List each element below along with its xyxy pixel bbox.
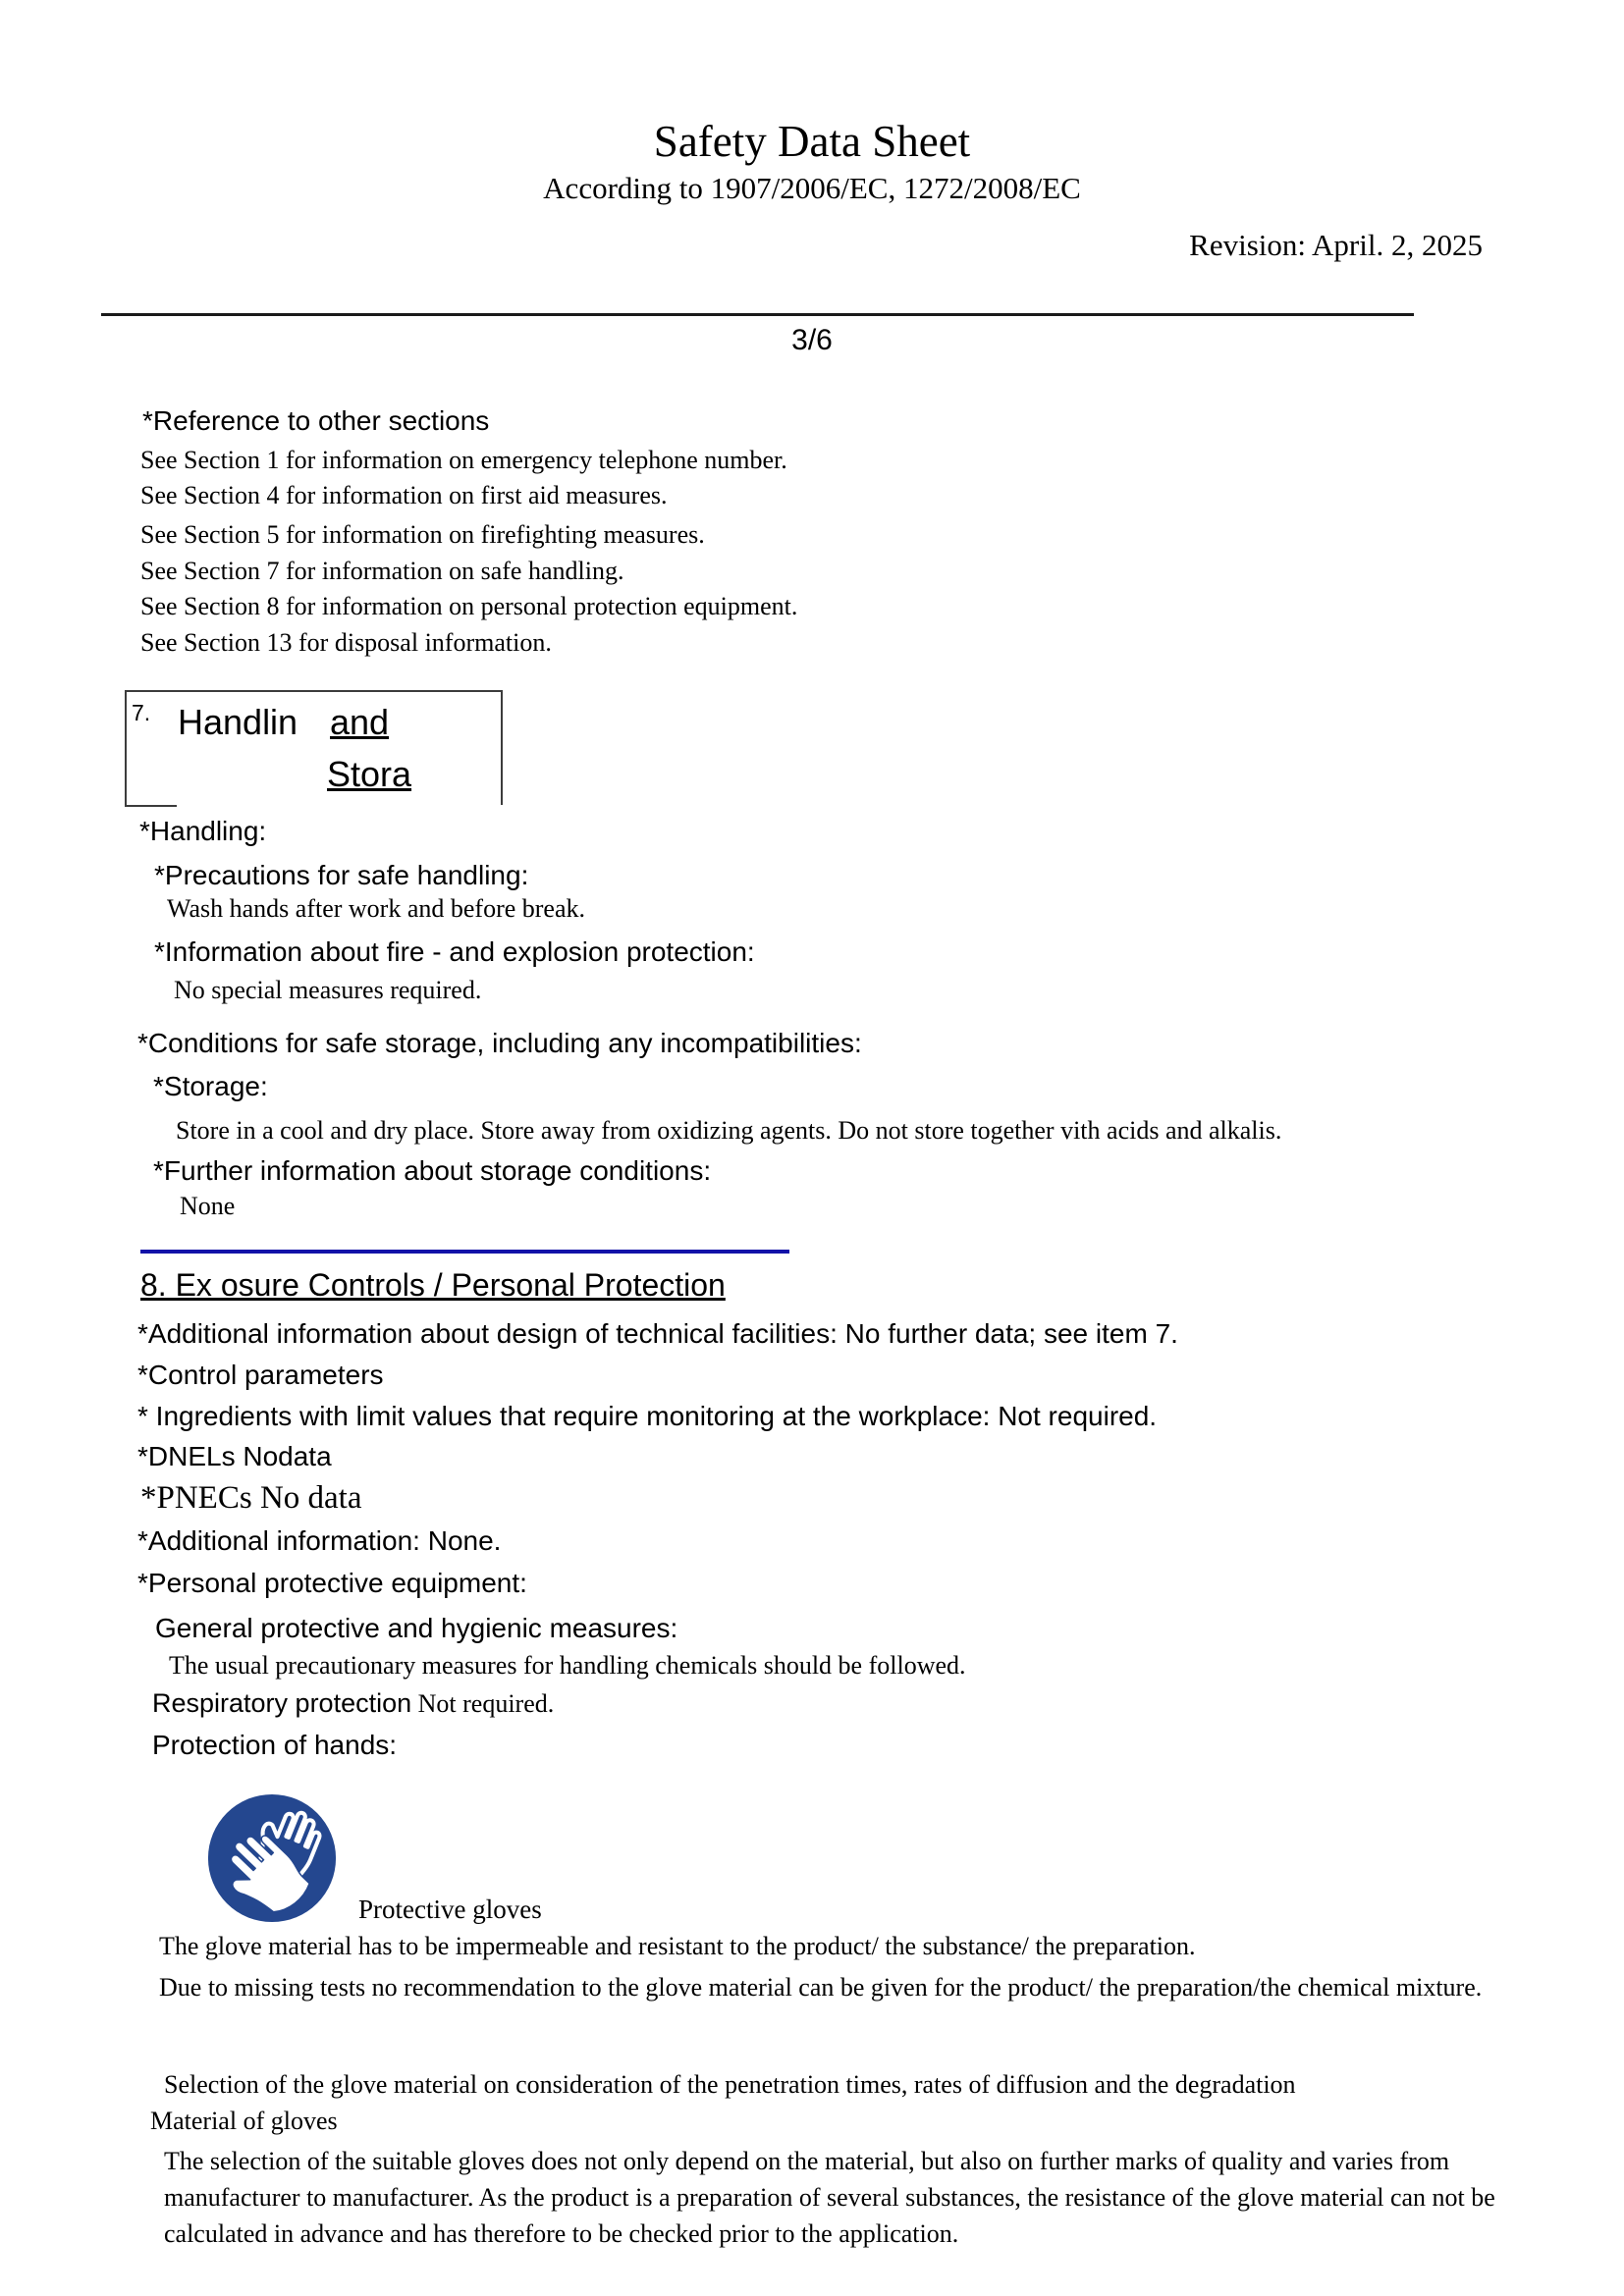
section7-title-box [125, 690, 503, 805]
additional-facilities-text: *Additional information about design of technical facilities: No further data; see item 7. [137, 1318, 1178, 1349]
page-subtitle: According to 1907/2006/EC, 1272/2008/EC [543, 171, 1081, 205]
respiratory-line [152, 1688, 554, 1719]
section7-title-handling: Handlin [178, 702, 298, 742]
general-protective-text: The usual precautionary measures for handling chemicals should be followed. [169, 1651, 966, 1680]
protective-gloves-icon [204, 1790, 340, 1926]
control-parameters-heading: *Control parameters [137, 1360, 384, 1390]
section7-title-storage: Stora [327, 754, 412, 794]
reference-line: See Section 4 for information on first aid measures. [140, 481, 668, 509]
precautions-text: Wash hands after work and before break. [167, 894, 586, 923]
pnecs-text: *PNECs No data [140, 1480, 362, 1516]
glove-material-text: The glove material has to be impermeable and resistant to the product/ the substance/ the preparation. [159, 1932, 1196, 1960]
glove-missing-tests-text: Due to missing tests no recommendation to the glove material can be given for the product/ the preparation/the chemical mixture. [159, 1973, 1483, 2002]
box-bottom-segment [125, 805, 177, 807]
glove-selection-text: Selection of the glove material on consideration of the penetration times, rates of diffusion and the degradation [164, 2070, 1296, 2099]
glove-icon-caption: Protective gloves [358, 1895, 542, 1924]
reference-heading: *Reference to other sections [142, 405, 490, 436]
page-title: Safety Data Sheet [653, 117, 971, 166]
section7-title-and: and [330, 702, 390, 742]
respiratory-value: Not required. [411, 1689, 555, 1718]
general-protective-heading: General protective and hygienic measures: [155, 1613, 678, 1643]
reference-line: See Section 7 for information on safe handling. [140, 557, 624, 585]
reference-line: See Section 13 for disposal information. [140, 628, 552, 657]
further-storage-heading: *Further information about storage conditions: [153, 1155, 712, 1186]
fire-protection-heading: *Information about fire - and explosion protection: [154, 936, 755, 967]
precautions-heading: *Precautions for safe handling: [154, 860, 529, 890]
glove-material-paragraph: The selection of the suitable gloves does not only depend on the material, but also on further marks of quality and varies from manufacturer to manufacturer. As the product is a preparation of several substances, the resistance of the glove material can not be calculated in advance and has therefore to be checked prior to the application. [164, 2147, 1495, 2248]
page-number: 3/6 [791, 324, 833, 356]
storage-conditions-heading: *Conditions for safe storage, including any incompatibilities: [137, 1028, 862, 1058]
glove-material-heading: Material of gloves [150, 2107, 338, 2135]
hands-protection-heading: Protection of hands: [152, 1730, 398, 1760]
section8-divider [140, 1250, 789, 1254]
storage-text: Store in a cool and dry place. Store away from oxidizing agents. Do not store together vith acids and alkalis. [176, 1116, 1282, 1145]
further-storage-text: None [180, 1192, 236, 1220]
reference-line: See Section 8 for information on personal protection equipment. [140, 592, 798, 620]
reference-line: See Section 5 for information on firefighting measures. [140, 520, 705, 549]
revision-date: Revision: April. 2, 2025 [1189, 228, 1483, 262]
storage-heading: *Storage: [153, 1071, 268, 1101]
respiratory-label: Respiratory protection [152, 1688, 412, 1718]
ingredients-limit-text: * Ingredients with limit values that require monitoring at the workplace: Not required. [137, 1401, 1158, 1431]
ppe-heading: *Personal protective equipment: [137, 1568, 527, 1598]
section8-heading: 8. Ex osure Controls / Personal Protection [140, 1267, 726, 1303]
section7-number: 7. [132, 700, 151, 725]
fire-protection-text: No special measures required. [174, 976, 482, 1004]
additional-info-text: *Additional information: None. [137, 1525, 502, 1556]
dnels-text: *DNELs Nodata [137, 1441, 332, 1471]
handling-heading: *Handling: [139, 816, 267, 846]
reference-line: See Section 1 for information on emergency telephone number. [140, 446, 787, 474]
header-divider [101, 313, 1414, 316]
